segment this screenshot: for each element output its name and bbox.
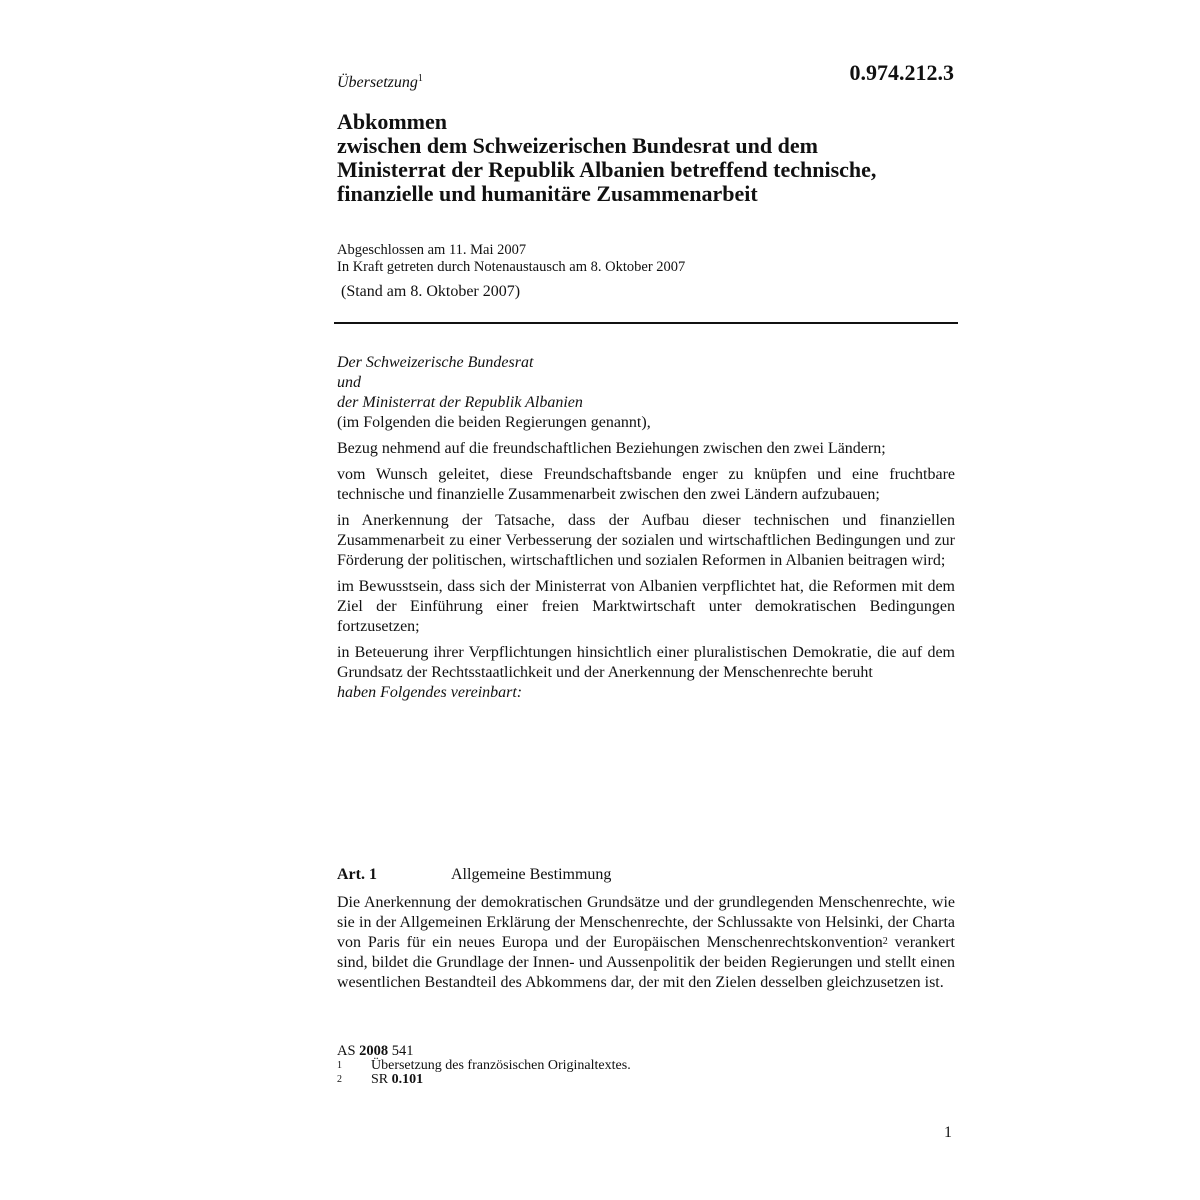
- article-title: Allgemeine Bestimmung: [451, 866, 612, 883]
- footnote-ref-1: 1: [417, 73, 423, 84]
- footnote-2: [337, 1073, 631, 1087]
- preamble-paragraph-3: in Anerkennung der Tatsache, dass der Aufbau dieser technischen und finanziellen Zusammenarbeit zu einer Verbesserung der sozialen und wirtschaftlichen Bedingungen und zur Förderung der politischen, wirtschaftlichen und sozialen Reformen in Albanien beitragen wird;: [337, 512, 955, 569]
- official-collection-ref: [337, 1043, 631, 1059]
- translation-text: Übersetzung: [337, 74, 418, 91]
- document-meta: [337, 242, 685, 276]
- preamble-paragraph-5: in Beteuerung ihrer Verpflichtungen hinsichtlich einer pluralistischen Demokratie, die auf dem Grundsatz der Rechtsstaatlichkeit und der Anerkennung der Menschenrechte beruht: [337, 644, 955, 681]
- article-1-body: [337, 893, 955, 993]
- title-line-4: finanzielle und humanitäre Zusammenarbeit: [337, 181, 758, 206]
- as-volume: 2008: [359, 1043, 389, 1059]
- conjunction: und: [337, 374, 361, 391]
- article-number: Art. 1: [337, 866, 377, 883]
- title-line-2: zwischen dem Schweizerischen Bundesrat und dem: [337, 133, 818, 158]
- party-1: Der Schweizerische Bundesrat: [337, 354, 534, 371]
- sr-number: 0.974.212.3: [849, 60, 954, 85]
- article-text-part-2: verankert sind, bildet die Grundlage der Innen- und Aussenpolitik der beiden Regierungen und stellt einen wesentlichen Bestandteil des Abkommens dar, der mit den Zielen desselben gleichzusetzen ist.: [337, 934, 956, 991]
- footnote-prefix: SR: [371, 1072, 392, 1087]
- document-title: [337, 110, 957, 206]
- in-force-date: In Kraft getreten durch Notenaustausch am 8. Oktober 2007: [337, 259, 686, 275]
- party-2: der Ministerrat der Republik Albanien: [337, 394, 583, 411]
- footnote-ref-2: 2: [882, 936, 888, 947]
- footnote-text: Übersetzung des französischen Originaltextes.: [371, 1058, 631, 1073]
- footnote-number: 2: [337, 1074, 342, 1085]
- footnotes-section: [337, 1043, 631, 1087]
- hereinafter-clause: (im Folgenden die beiden Regierungen genannt),: [337, 414, 651, 431]
- preamble-paragraph-2: vom Wunsch geleitet, diese Freundschaftsbande enger zu knüpfen und eine fruchtbare technische und finanzielle Zusammenarbeit zwischen den zwei Ländern aufzubauen;: [337, 466, 955, 503]
- as-page: 541: [391, 1043, 414, 1059]
- status-date: (Stand am 8. Oktober 2007): [341, 283, 521, 300]
- preamble-paragraph-4: im Bewusstsein, dass sich der Ministerrat von Albanien verpflichtet hat, die Reformen mit dem Ziel der Einführung einer freien Marktwirtschaft unter demokratischen Bedingungen fortzusetzen;: [337, 578, 955, 635]
- header-divider: [334, 322, 958, 324]
- translation-label: [337, 74, 423, 92]
- concluded-date: Abgeschlossen am 11. Mai 2007: [337, 242, 527, 258]
- preamble-paragraph-1: Bezug nehmend auf die freundschaftlichen Beziehungen zwischen den zwei Ländern;: [337, 440, 886, 457]
- page-number: 1: [944, 1124, 952, 1141]
- footnote-number: 1: [337, 1060, 342, 1071]
- article-text-part-1: Die Anerkennung der demokratischen Grundsätze und der grundlegenden Menschenrechte, wie sie in der Allgemeinen Erklärung der Menschenrechte, der Schlussakte von Helsinki, der Charta von Paris für ein neues Europa und der Europäischen Menschenrechtskonvention: [337, 894, 955, 951]
- article-1-heading: [337, 866, 611, 884]
- footnote-1: [337, 1059, 631, 1073]
- title-line-3: Ministerrat der Republik Albanien betreffend technische,: [337, 157, 877, 182]
- as-prefix: AS: [337, 1043, 356, 1059]
- agreed-clause: haben Folgendes vereinbart:: [337, 684, 523, 701]
- preamble: [337, 353, 955, 703]
- footnote-sr-number: 0.101: [391, 1072, 424, 1087]
- title-line-1: Abkommen: [337, 109, 448, 134]
